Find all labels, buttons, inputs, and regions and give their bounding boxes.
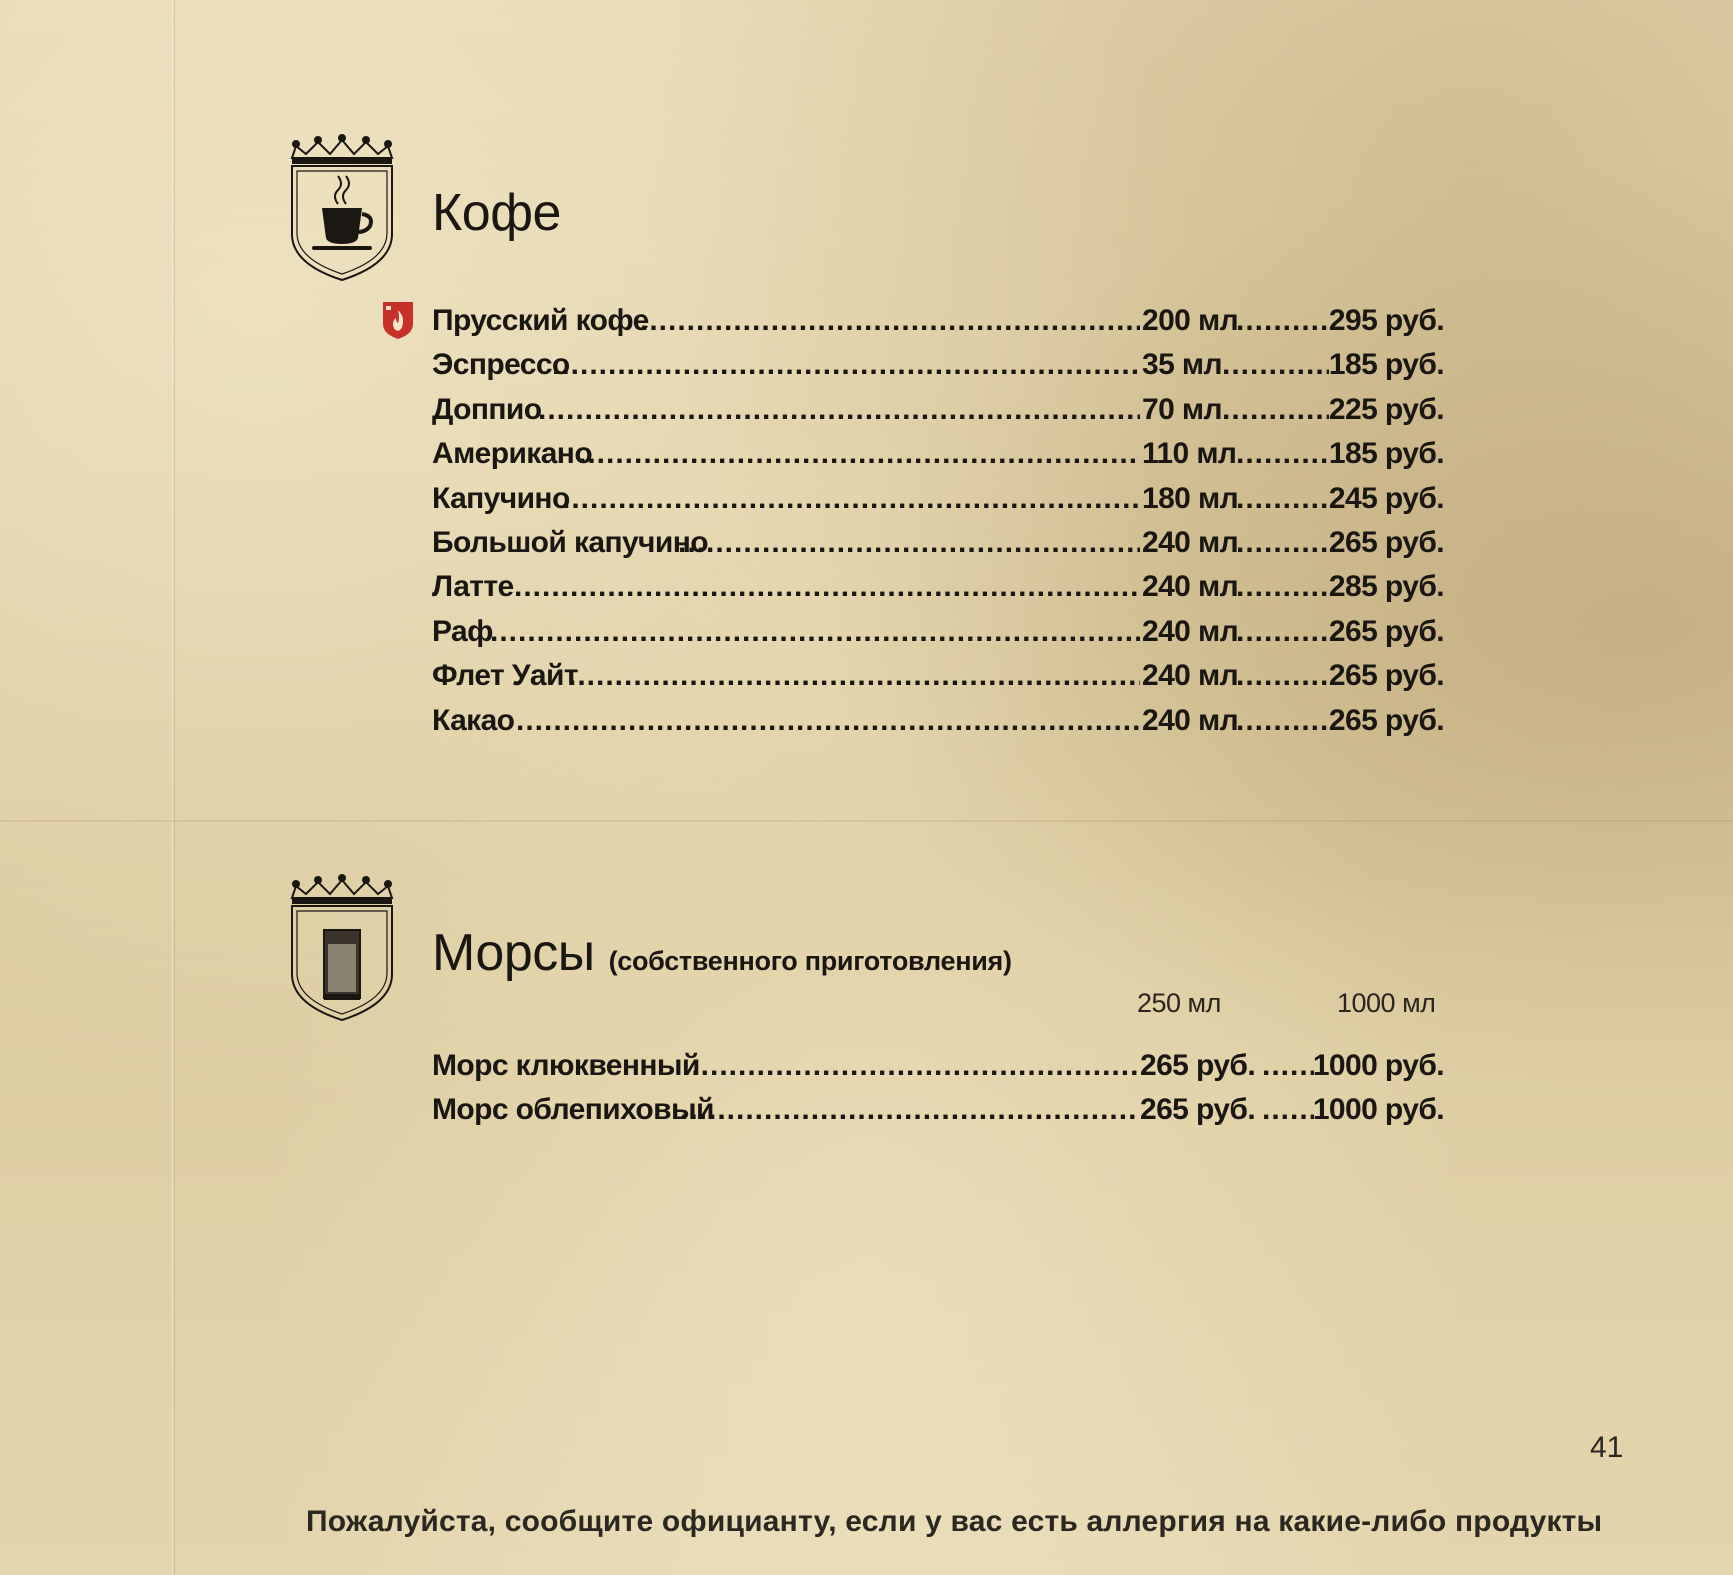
mors-menu-list (432, 1044, 1444, 1133)
menu-row (432, 299, 1444, 343)
item-name: Морс клюквенный (432, 1049, 700, 1082)
item-name: Какао (432, 703, 515, 737)
menu-row (432, 1044, 1444, 1088)
dot-leader (568, 654, 1140, 698)
item-name: Доппио (432, 392, 542, 426)
item-volume: 240 мл (1142, 525, 1239, 559)
item-volume: 180 мл (1142, 481, 1239, 515)
menu-row (432, 343, 1444, 387)
dot-leader (578, 432, 1140, 476)
dot-leader (1262, 1044, 1314, 1088)
item-name: Эспрессо (432, 348, 570, 382)
item-price: 185 руб. (1328, 348, 1444, 382)
coffee-menu-list (432, 299, 1444, 743)
dot-leader (1236, 432, 1329, 476)
menu-row (432, 388, 1444, 432)
dot-leader (1236, 477, 1329, 521)
dot-leader (514, 565, 1140, 609)
section-title (432, 923, 1012, 983)
dot-leader (1236, 299, 1329, 343)
item-name: Морс облепиховый (432, 1093, 714, 1127)
item-price: 265 руб. (1328, 525, 1444, 559)
menu-row (432, 654, 1444, 698)
menu-row (432, 432, 1444, 476)
dot-leader (552, 343, 1140, 387)
dot-leader (1262, 1088, 1314, 1132)
dot-leader (562, 477, 1140, 521)
item-volume: 240 мл (1142, 659, 1239, 693)
item-price-large: 1000 руб. (1312, 1049, 1444, 1082)
item-name: Флет Уайт (432, 659, 578, 693)
dot-leader (1236, 699, 1329, 743)
dot-leader (1222, 343, 1329, 387)
dot-leader (682, 1044, 1138, 1088)
item-price: 265 руб. (1328, 703, 1444, 737)
page-number: 41 (1590, 1431, 1624, 1464)
dot-leader (678, 521, 1140, 565)
item-name: Латте (432, 570, 514, 604)
item-volume: 240 мл (1142, 614, 1239, 648)
item-price-small: 265 руб. (1140, 1093, 1256, 1127)
menu-row (432, 565, 1444, 609)
signature-fire-icon (381, 300, 415, 340)
item-volume: 240 мл (1142, 570, 1239, 604)
allergy-note: Пожалуйста, сообщите официанту, если у вас есть аллергия на какие-либо продукты (306, 1505, 1603, 1538)
section-title-main: Морсы (432, 924, 595, 982)
item-name: Большой капучино (432, 525, 708, 559)
dot-leader (1236, 654, 1329, 698)
item-price: 265 руб. (1328, 614, 1444, 648)
dot-leader (1222, 388, 1329, 432)
menu-row (432, 477, 1444, 521)
item-name: Американо (432, 437, 593, 471)
item-price: 285 руб. (1328, 570, 1444, 604)
item-volume: 240 мл (1142, 703, 1239, 737)
dot-leader (1236, 610, 1329, 654)
item-volume: 110 мл (1142, 437, 1237, 471)
dot-leader (1236, 521, 1329, 565)
menu-row (432, 1088, 1444, 1132)
item-price: 295 руб. (1328, 304, 1444, 337)
item-name: Капучино (432, 481, 570, 515)
menu-row (432, 610, 1444, 654)
menu-row (432, 699, 1444, 743)
section-subtitle: (собственного приготовления) (608, 946, 1012, 976)
menu-row (432, 521, 1444, 565)
item-price: 265 руб. (1328, 659, 1444, 693)
dot-leader (538, 388, 1140, 432)
item-price-small: 265 руб. (1140, 1049, 1256, 1082)
glass-crest-icon (286, 874, 398, 1024)
item-price-large: 1000 руб. (1312, 1093, 1444, 1127)
item-price: 185 руб. (1328, 437, 1444, 471)
item-volume: 200 мл (1142, 304, 1239, 337)
item-name: Прусский кофе (432, 304, 649, 337)
paper-crease (172, 0, 175, 1575)
item-volume: 35 мл (1142, 348, 1222, 382)
dot-leader (1236, 565, 1329, 609)
coffee-cup-crest-icon (286, 134, 398, 284)
dot-leader (640, 299, 1140, 343)
section-title: Кофе (432, 184, 561, 242)
item-price: 245 руб. (1328, 481, 1444, 515)
column-header-large: 1000 мл (1337, 988, 1436, 1018)
column-header-small: 250 мл (1137, 988, 1221, 1018)
dot-leader (490, 610, 1140, 654)
paper-crease (0, 820, 1733, 822)
item-price: 225 руб. (1328, 392, 1444, 426)
item-volume: 70 мл (1142, 392, 1222, 426)
item-name: Раф (432, 614, 493, 648)
dot-leader (680, 1088, 1138, 1132)
dot-leader (516, 699, 1140, 743)
